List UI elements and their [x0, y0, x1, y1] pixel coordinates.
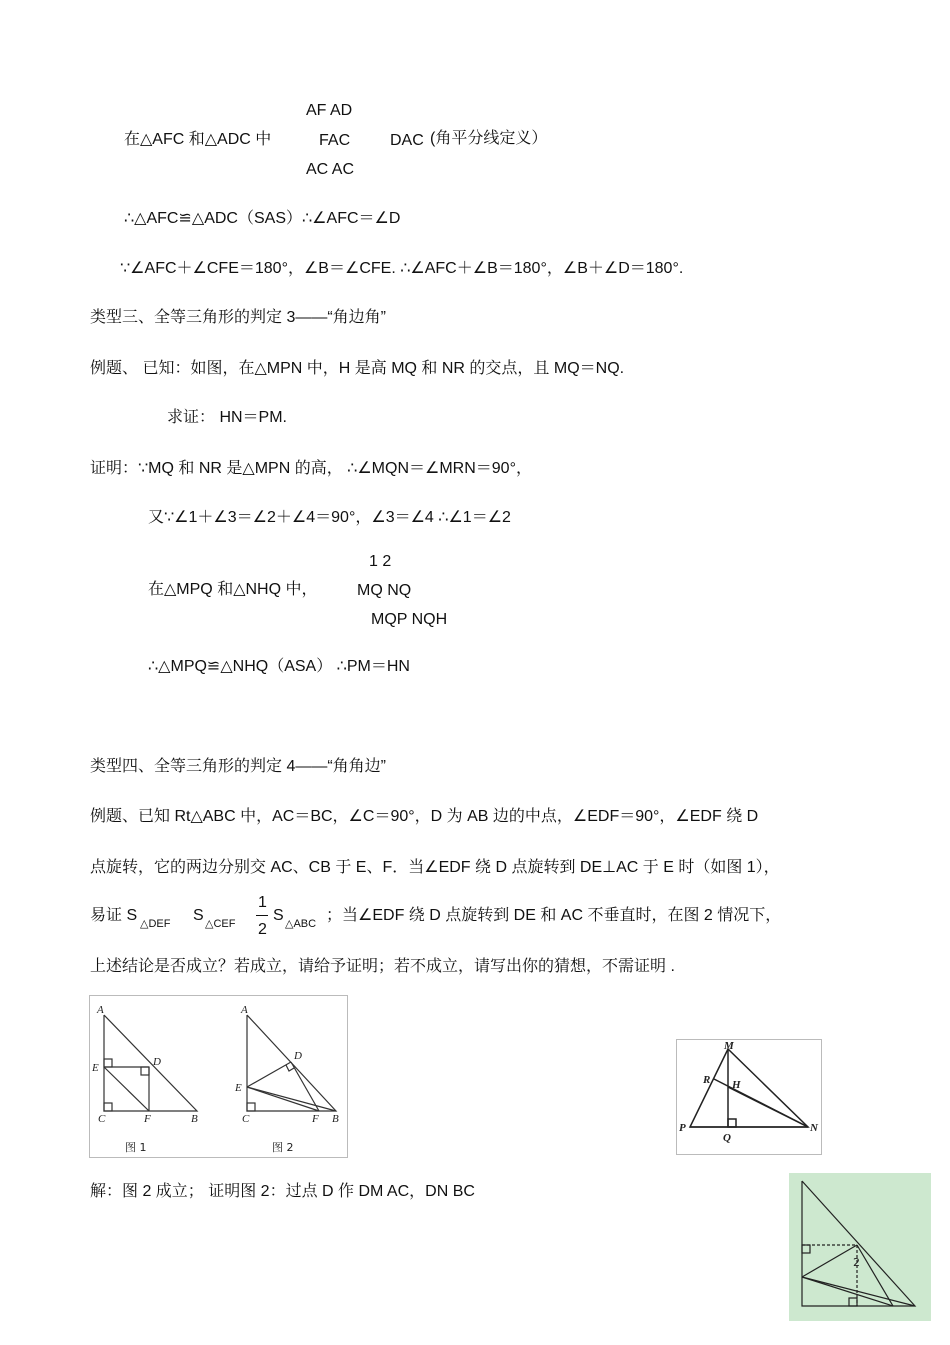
green-figure: [789, 1173, 931, 1321]
type3-example: 例题、 已知：如图，在△MPN 中，H 是高 MQ 和 NR 的交点，且 MQ＝NQ.: [90, 360, 625, 377]
fig1-label-b: B: [191, 1113, 198, 1125]
type3-brace-left: 在△MPQ 和△NHQ 中，: [148, 581, 318, 598]
proof1-because: ∵∠AFC＋∠CFE＝180°，∠B＝∠CFE. ∴∠AFC＋∠B＝180°，∠B＋∠D＝180°.: [120, 260, 684, 277]
fig2-label-d: D: [294, 1050, 302, 1062]
type4-frac-den: 2: [258, 921, 267, 938]
type3-conclusion: ∴△MPQ≌△NHQ（ASA） ∴PM＝HN: [148, 658, 410, 675]
type4-line3-sub2: △CEF: [205, 918, 236, 930]
fig2-label-a: A: [241, 1004, 248, 1016]
type4-frac-num: 1: [258, 894, 267, 911]
type3-proof-line1: 证明：∵MQ 和 NR 是△MPN 的高， ∴∠MQN＝∠MRN＝90°，: [90, 460, 532, 477]
type4-heading: 类型四、全等三角形的判定 4——“角角边”: [90, 758, 387, 775]
proof1-brace-bottom: AC AC: [306, 161, 355, 178]
type3-heading: 类型三、全等三角形的判定 3——“角边角”: [90, 309, 387, 326]
fig2-label-e: E: [235, 1082, 242, 1094]
fig2-label-f: F: [312, 1113, 319, 1125]
type4-line1: 例题、已知 Rt△ABC 中，AC＝BC，∠C＝90°，D 为 AB 边的中点，∠EDF＝90°，∠EDF 绕 D: [90, 808, 759, 825]
fig1-label-e: E: [92, 1062, 99, 1074]
type3-proof-line2: 又∵∠1＋∠3＝∠2＋∠4＝90°，∠3＝∠4 ∴∠1＝∠2: [148, 509, 511, 526]
type4-line3-b: S: [193, 907, 204, 924]
type4-line3-c: S: [273, 907, 284, 924]
proof1-conclusion: ∴△AFC≌△ADC（SAS）∴∠AFC＝∠D: [124, 210, 401, 227]
fig2-label-c: C: [242, 1113, 250, 1125]
mpn-label-r: R: [703, 1074, 711, 1086]
type3-brace-bottom: MQP NQH: [371, 611, 448, 628]
fig1-label-f: F: [144, 1113, 151, 1125]
fig1-label-c: C: [98, 1113, 106, 1125]
type4-line4: 上述结论是否成立？若成立，请给予证明；若不成立，请写出你的猜想，不需证明 .: [90, 958, 675, 975]
fig1-label-a: A: [97, 1004, 104, 1016]
mpn-label-h: H: [732, 1079, 741, 1091]
proof1-brace-note: (角平分线定义）: [430, 130, 548, 147]
mpn-label-n: N: [810, 1122, 818, 1134]
type3-prove: 求证： HN＝PM.: [167, 409, 288, 426]
type3-brace-mid: MQ NQ: [357, 582, 412, 599]
type4-line3-sub3: △ABC: [285, 918, 317, 930]
proof1-brace-mid-a: FAC: [319, 132, 351, 149]
type4-line2: 点旋转，它的两边分别交 AC、CB 于 E、F．当∠EDF 绕 D 点旋转到 DE⊥AC 于 E 时（如图 1），: [90, 859, 780, 876]
mpn-figure: [676, 1039, 822, 1156]
type4-line3-a: 易证 S: [90, 907, 138, 924]
mpn-label-q: Q: [723, 1132, 731, 1144]
proof1-brace-mid-b: DAC: [390, 132, 424, 149]
fig1-caption: 图 1: [125, 1141, 147, 1154]
fig2-label-b: B: [332, 1113, 339, 1125]
proof1-brace-top: AF AD: [306, 102, 353, 119]
green-figure-label-2: 2: [853, 1256, 860, 1269]
type4-line3-d: ；当∠EDF 绕 D 点旋转到 DE 和 AC 不垂直时，在图 2 情况下，: [326, 907, 782, 924]
fraction-bar: [256, 915, 268, 916]
fig2-caption: 图 2: [272, 1141, 294, 1154]
type3-brace-top: 1 2: [369, 553, 392, 570]
type4-line3-sub1: △DEF: [140, 918, 171, 930]
mpn-label-p: P: [679, 1122, 686, 1134]
fig1-label-d: D: [153, 1056, 161, 1068]
figure-1-2-panel: [89, 995, 348, 1158]
type4-solution: 解：图 2 成立； 证明图 2：过点 D 作 DM AC，DN BC: [90, 1183, 475, 1200]
proof1-line-left: 在△AFC 和△ADC 中: [124, 131, 272, 148]
mpn-label-m: M: [724, 1040, 734, 1052]
